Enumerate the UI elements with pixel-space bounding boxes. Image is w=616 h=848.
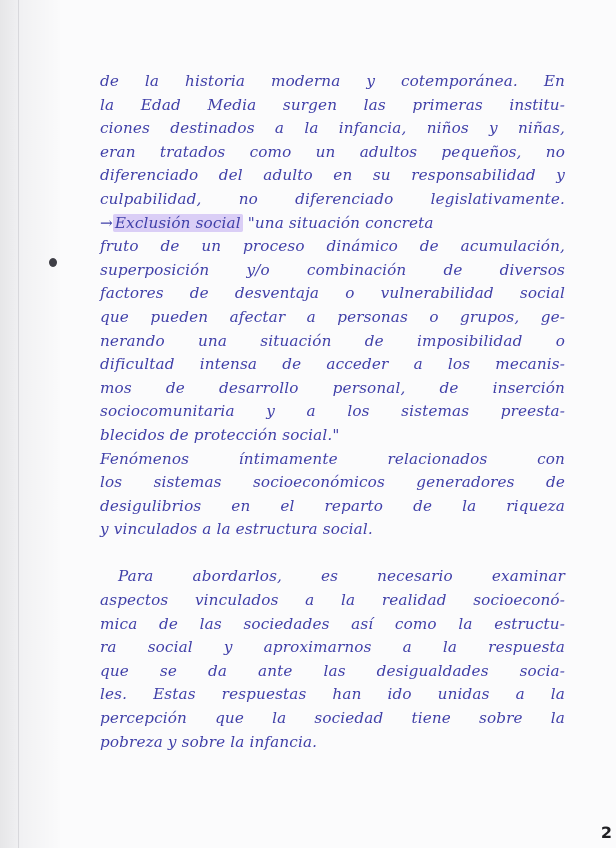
text-line: dificultad intensa de acceder a los mecanis- [100, 355, 565, 374]
text-line: pobreza y sobre la infancia. [100, 732, 318, 751]
text-line: les. Estas respuestas han ido unidas a la [100, 685, 565, 704]
text-line: sociocomunitaria y a los sistemas preesta- [100, 402, 565, 421]
highlighted-term: Exclusión social [114, 213, 241, 232]
binding-shadow [0, 0, 60, 848]
text-line: blecidos de protección social." [100, 425, 340, 444]
text-line: culpabilidad, no diferenciado legislativamente. [100, 189, 565, 208]
text-line: fruto de un proceso dinámico de acumulación, [100, 237, 565, 256]
text-line: nerando una situación de imposibilidad o [100, 331, 565, 350]
definition-first-line [100, 212, 565, 236]
binding-edge [18, 0, 19, 848]
text-line: superposición y/o combinación de diversos [100, 260, 565, 279]
text-line: que pueden afectar a personas o grupos, ge- [100, 307, 565, 326]
text-line: diferenciado del adulto en su responsabilidad y [100, 166, 565, 185]
text-line: Para abordarlos, es necesario examinar [118, 567, 565, 586]
text-line: de la historia moderna y cotemporánea. En [100, 72, 565, 90]
handwritten-text [100, 70, 565, 754]
page-number: 2 [600, 823, 612, 842]
text-line: ra social y aproximarnos a la respuesta [100, 638, 565, 657]
definition-quote-start: "una situación concreta [247, 213, 434, 232]
text-line: mica de las sociedades así como la estructu- [100, 614, 565, 633]
text-line: los sistemas socioeconómicos generadores de [100, 473, 565, 492]
blank-line [100, 542, 565, 566]
text-line: ciones destinados a la infancia, niños y niñas, [100, 119, 565, 138]
text-line: mos de desarrollo personal, de inserción [100, 378, 565, 397]
text-line: Fenómenos íntimamente relacionados con [100, 449, 565, 468]
text-line: factores de desventaja o vulnerabilidad social [100, 284, 565, 303]
text-line: la Edad Media surgen las primeras institu- [100, 95, 565, 114]
text-line: eran tratados como un adultos pequeños, no [100, 142, 565, 161]
text-line: que se da ante las desigualdades socia- [100, 661, 565, 680]
text-line: percepción que la sociedad tiene sobre la [100, 709, 565, 728]
text-line: desigulibrios en el reparto de la riqueza [100, 496, 565, 515]
arrow-icon: → [100, 213, 113, 232]
text-line: aspectos vinculados a la realidad socioeconó- [100, 591, 565, 610]
punch-hole-icon [49, 258, 57, 267]
text-line: y vinculados a la estructura social. [100, 520, 373, 539]
